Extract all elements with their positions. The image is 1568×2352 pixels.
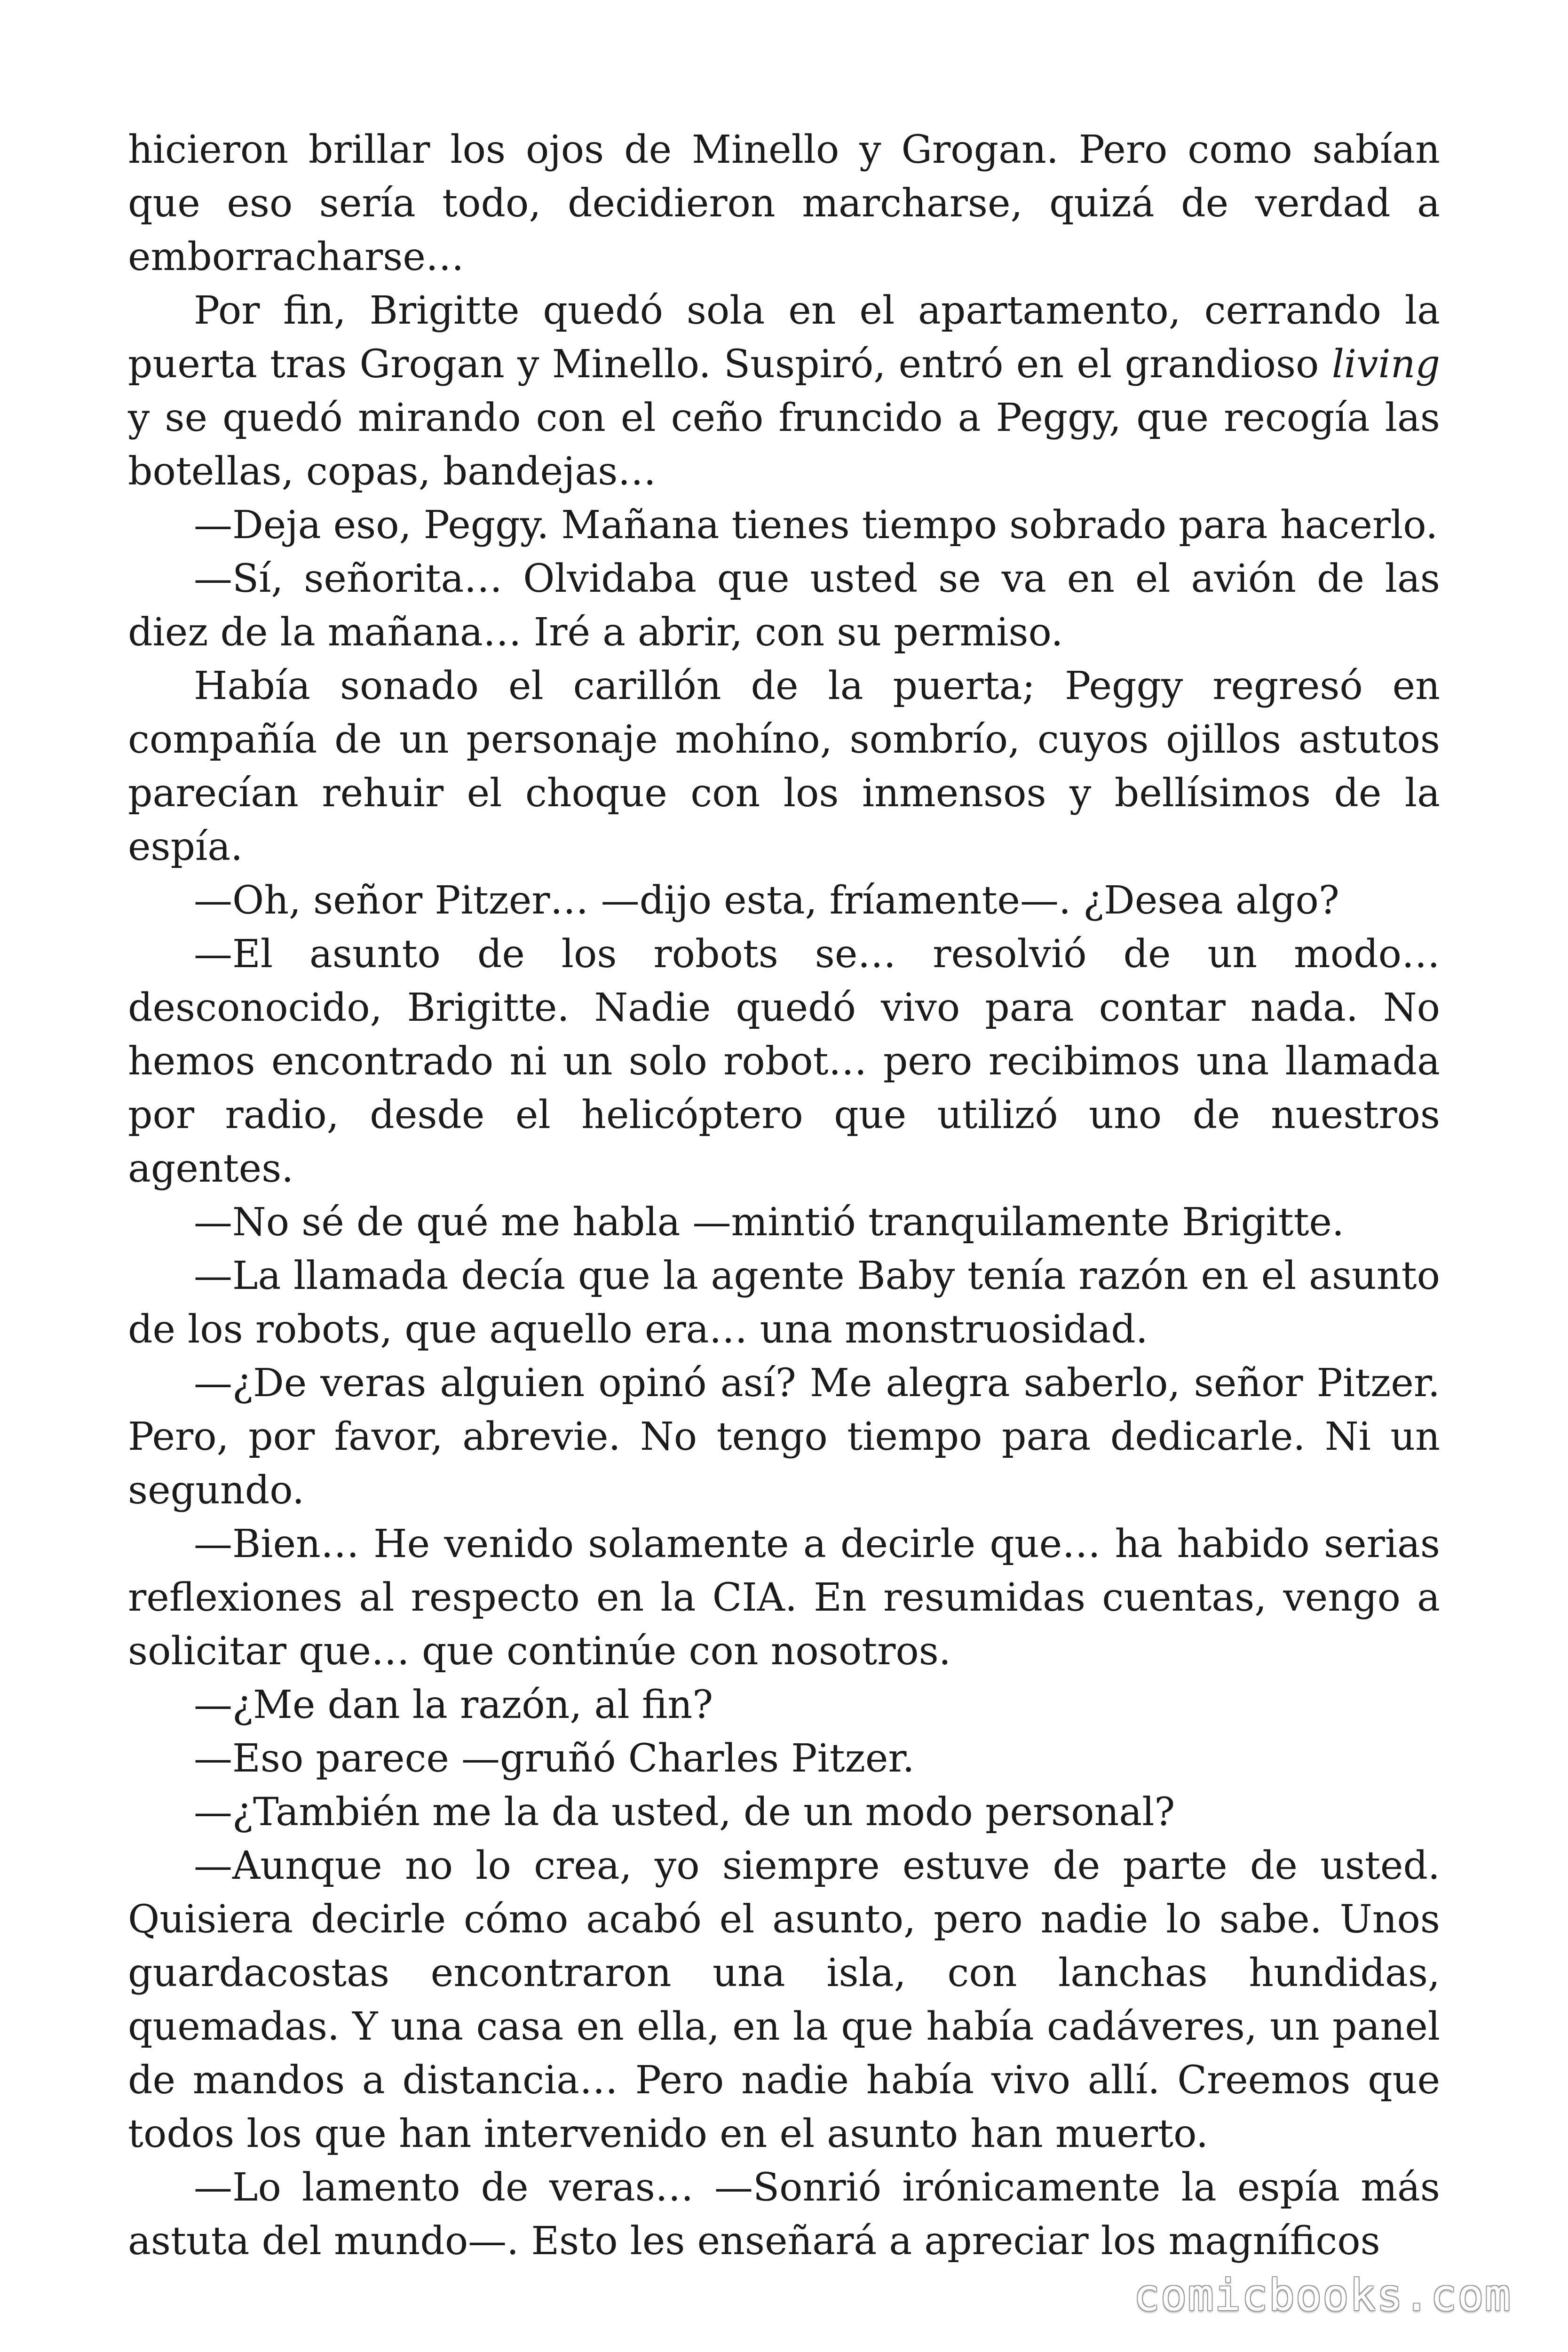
- paragraph-5: Había sonado el carillón de la puerta; Peggy regresó en compañía de un personaje mohíno, sombrío, cuyos ojillos astutos parecían rehuir el choque con los inmensos y bellísimos de la espía.: [128, 664, 1440, 869]
- paragraph-10: —¿De veras alguien opinó así? Me alegra saberlo, señor Pitzer. Pero, por favor, abrevie. No tengo tiempo para dedicarle. Ni un segundo.: [128, 1361, 1440, 1513]
- paragraph-7: —El asunto de los robots se… resolvió de un modo… desconocido, Brigitte. Nadie quedó vivo para contar nada. No hemos encontrado ni un solo robot… pero recibimos una llamada por radio, desde el helicóptero que utilizó uno de nuestros agentes.: [128, 932, 1440, 1191]
- paragraph-16: —Lo lamento de veras… —Sonrió irónicamente la espía más astuta del mundo—. Esto les enseñará a apreciar los magníficos: [128, 2165, 1440, 2264]
- paragraph-2-italic: living: [1331, 342, 1440, 387]
- paragraph-4: —Sí, señorita… Olvidaba que usted se va en el avión de las diez de la mañana… Iré a abrir, con su permiso.: [128, 556, 1440, 655]
- paragraph-13: —Eso parece —gruñó Charles Pitzer.: [194, 1736, 915, 1781]
- watermark: comicbooks.com: [1133, 2270, 1512, 2320]
- paragraph-2-before: Por fin, Brigitte quedó sola en el apartamento, cerrando la puerta tras Grogan y Minello. Suspiró, entró en el grandioso: [128, 288, 1440, 387]
- page-text: [128, 123, 1440, 2268]
- paragraph-2-after: y se quedó mirando con el ceño fruncido a Peggy, que recogía las botellas, copas, bandejas…: [128, 396, 1440, 494]
- paragraph-1: hicieron brillar los ojos de Minello y Grogan. Pero como sabían que eso sería todo, decidieron marcharse, quizá de verdad a emborracharse…: [128, 127, 1440, 279]
- paragraph-2: [128, 284, 1440, 499]
- paragraph-3: —Deja eso, Peggy. Mañana tienes tiempo sobrado para hacerlo.: [194, 503, 1438, 548]
- paragraph-8: —No sé de qué me habla —mintió tranquilamente Brigitte.: [194, 1200, 1344, 1245]
- paragraph-6: —Oh, señor Pitzer… —dijo esta, fríamente—. ¿Desea algo?: [194, 878, 1339, 923]
- paragraph-9: —La llamada decía que la agente Baby tenía razón en el asunto de los robots, que aquello era… una monstruosidad.: [128, 1254, 1440, 1352]
- paragraph-15: —Aunque no lo crea, yo siempre estuve de parte de usted. Quisiera decirle cómo acabó el asunto, pero nadie lo sabe. Unos guardacostas encontraron una isla, con lanchas hundidas, quemadas. Y una casa en ella, en la que había cadáveres, un panel de mandos a distancia… Pero nadie había vivo allí. Creemos que todos los que han intervenido en el asunto han muerto.: [128, 1843, 1440, 2156]
- paragraph-12: —¿Me dan la razón, al fin?: [194, 1683, 713, 1727]
- paragraph-11: —Bien… He venido solamente a decirle que… ha habido serias reflexiones al respecto en la CIA. En resumidas cuentas, vengo a solicitar que… que continúe con nosotros.: [128, 1522, 1440, 1674]
- paragraph-14: —¿También me la da usted, de un modo personal?: [194, 1790, 1175, 1835]
